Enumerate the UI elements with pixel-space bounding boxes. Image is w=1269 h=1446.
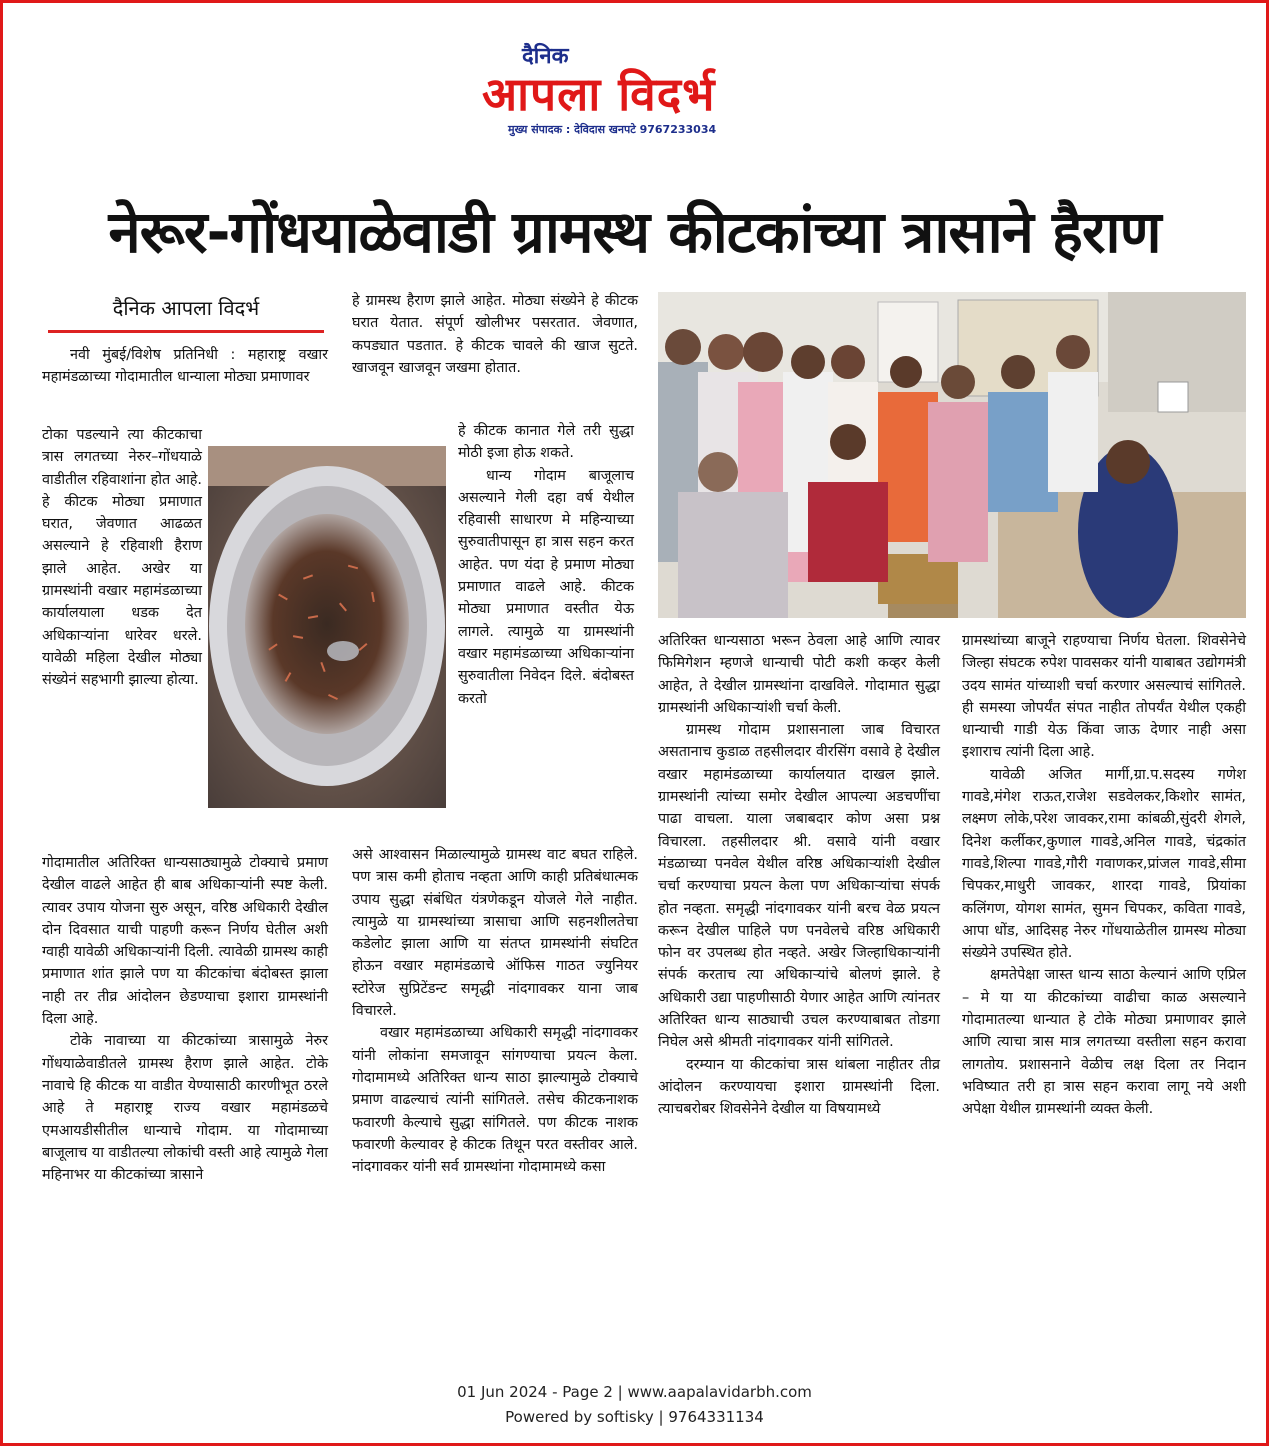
- insect-jar-photo: [208, 446, 446, 808]
- col3-p3: दरम्यान या कीटकांचा त्रास थांबला नाहीतर तीव्र आंदोलन करण्यायचा इशारा ग्रामस्थांनी दिला. त्याचबरोबर शिवसेनेने देखील या विषयामध्ये: [658, 1056, 940, 1118]
- insect-jar-icon: [208, 446, 446, 808]
- masthead-editor: मुख्य संपादक : देविदास खनपटे 9767233034: [508, 123, 717, 136]
- col1-wrap: [42, 424, 202, 692]
- col2-wrap-p1: हे कीटक कानात गेले तरी सुद्धा मोठी इजा होऊ शकते.: [458, 423, 634, 462]
- col1-bottom-p2: टोके नावाच्या या कीटकांच्या त्रासामुळे नेरुर गोंधयाळेवाडीतले ग्रामस्थ हैराण झाले आहेत. टोके नावाचे हि कीटक या वाडीत येण्यासाठी कारणीभूत ठरले आहे ते महाराष्ट्र राज्य वखार महामंडळचे एमआयडीसीतील धान्याचे गोदाम. या गोदामाच्या बाजूलाच या वाडीतल्या लोकांची वस्ती आहे त्यामुळे गेला महिनाभर या कीटकांच्या त्रासाने: [42, 1033, 328, 1184]
- col2-bottom: [352, 844, 638, 1178]
- col2-top: [352, 290, 638, 379]
- col2-top-text: हे ग्रामस्थ हैराण झाले आहेत. मोठ्या संख्येने हे कीटक घरात येतात. संपूर्ण खोलीभर पसरतात. जेवणात, कपड्यात पडतात. हे कीटक चावले की खाज सुटते. खाजवून खाजवून जखमा होतात.: [352, 293, 638, 376]
- footer-powered-by: Powered by softisky | 9764331134: [505, 1408, 764, 1426]
- col2-bottom-p2: वखार महामंडळाच्या अधिकारी समृद्धी नांदगावकर यांनी लोकांना समजावून सांगण्याचा प्रयत्न केला. गोदामामध्ये अतिरिक्त धान्य साठा झाल्यामुळे टोक्याचे प्रमाण वाढल्याचं त्यांनी सांगितले. तसेच कीटकनाशक फवारणी केल्याचे सुद्धा सांगितले. पण कीटक नाशक फवारणी केल्यावर हे कीटक तिथून परत वस्तीवर आले. नांदगावकर यांनी सर्व ग्रामस्थांना गोदामामध्ये कसा: [352, 1025, 638, 1176]
- col1-wrap-text: टोका पडल्याने त्या कीटकाचा त्रास लगतच्या नेरुर–गोंधयाळे वाडीतील रहिवाशांना होत आहे. हे कीटक मोठ्या प्रमाणात घरात, जेवणात आढळत असल्याने हे रहिवाशी हैराण झाले आहेत. अखेर या ग्रामस्थांनी वखार महामंडळाच्या कार्यालयाला धडक देत अधिकाऱ्यांना धारेवर धरले. यावेळी महिला देखील मोठ्या संख्येनं सहभागी झाल्या होत्या.: [42, 427, 202, 689]
- masthead-title: आपला विदर्भ: [482, 67, 716, 121]
- headline: नेरूर-गोंधयाळेवाडी ग्रामस्थ कीटकांच्या त्रासाने हैराण: [108, 198, 1161, 266]
- footer-date-page: 01 Jun 2024 - Page 2 | www.aapalavidarbh.com: [457, 1383, 812, 1401]
- masthead-small: दैनिक: [522, 44, 569, 69]
- col4: [962, 630, 1246, 1121]
- col4-p3: क्षमतेपेक्षा जास्त धान्य साठा केल्यानं आणि एप्रिल – मे या या कीटकांच्या वाढीचा काळ असल्याने गोदामातल्या धान्यात हे टोके मोठ्या प्रमाणावर झाले आणि त्याचा त्रास मात्र लगतच्या वस्तीला सहन करावा लागतोय. प्रशासनाने वेळीच लक्ष दिला तर निदान भविष्यात तरी हा त्रास सहन करावा लागू नये अशी अपेक्षा येथील ग्रामस्थांनी व्यक्त केली.: [962, 967, 1246, 1118]
- col1-bottom: [42, 852, 328, 1186]
- col2-wrap: [458, 420, 634, 710]
- col4-p1: ग्रामस्थांच्या बाजूने राहण्याचा निर्णय घेतला. शिवसेनेचे जिल्हा संघटक रुपेश पावसकर यांनी याबाबत उद्योगमंत्री उदय सामंत यांच्याशी चर्चा करणार असल्याचं सांगितले. ही समस्या जोपर्यंत संपत नाहीत तोपर्यंत येथील एकही धान्याची गाडी येऊ किंवा जाऊ देणार नाही असा इशाराच त्यांनी दिला आहे.: [962, 633, 1246, 761]
- col1-top-text: नवी मुंबई/विशेष प्रतिनिधी : महाराष्ट्र वखार महामंडळाच्या गोदामातील धान्याला मोठ्या प्रमाणावर: [42, 347, 328, 386]
- masthead: [470, 40, 800, 140]
- col1-bottom-p1: गोदामातील अतिरिक्त धान्यसाठ्यामुळे टोक्याचे प्रमाण देखील वाढले आहेत ही बाब अधिकाऱ्यांनी स्पष्ट केली. त्यावर उपाय योजना सुरु असून, वरिष्ठ अधिकारी देखील दोन दिवसात याची पाहणी करून निर्णय घेतील अशी ग्वाही यावेळी अधिकाऱ्यांनी दिली. त्यावेळी ग्रामस्थ काही प्रमाणात शांत झाले पण या कीटकांचा बंदोबस्त झाला नाही तर तीव्र आंदोलन छेडण्याचा इशारा ग्रामस्थांनी दिला आहे.: [42, 855, 328, 1028]
- col1-top: [42, 344, 328, 389]
- col3-p2: ग्रामस्थ गोदाम प्रशासनाला जाब विचारत असतानाच कुडाळ तहसीलदार वीरसिंग वसावे हे देखील वखार महामंडळाच्या कार्यालयात दाखल झाले. ग्रामस्थांनी त्यांच्या समोर देखील आपल्या अडचणींचा पाढा वाचला. याला जबाबदार कोण असा प्रश्न विचारला. तहसीलदार श्री. वसावे यांनी वखार मंडळाच्या पनवेल येथील वरिष्ठ अधिकाऱ्यांशी देखील चर्चा करण्याचा प्रयत्न केला पण अधिकाऱ्यांचा संपर्क होत नव्हता. समृद्धी नांदगावकर यांनी बरच वेळ प्रयत्न करून देखील पाहिले पण पनवेलचे वरिष्ठ अधिकारी फोन वर उपलब्ध होत नव्हते. अखेर जिल्हाधिकाऱ्यांनी संपर्क करताच त्या अधिकाऱ्यांचे बोलणं झाले. हे अधिकारी उद्या पाहणीसाठी येणार आहेत आणि त्यांनतर अतिरिक्त धान्य साठ्याची उचल करण्याबाबत तोडगा निघेल असे श्रीमती नांदगावकर यांनी सांगितले.: [658, 722, 940, 1051]
- byline: दैनिक आपला विदर्भ: [112, 296, 260, 320]
- meeting-photo: [658, 292, 1246, 618]
- col4-p2: यावेळी अजित मार्गी,ग्रा.प.सदस्य गणेश गावडे,मंगेश राऊत,राजेश सडवेलकर,किशोर सामंत, लक्ष्मण लोके,परेश जावकर,रामा कांबळी,सुंदरी शेगले, दिनेश कर्लीकर,कुणाल गावडे,अनिल गावडे, चंद्रकांत गावडे,शिल्पा गावडे,गौरी गवाणकर,प्रांजल गावडे,सीमा चिपकर,माधुरी जावकर, शारदा गावडे, प्रियांका कलिंगण, योगश सामंत, सुमन चिपकर, कविता गावडे, आपा धोंड, आदिसह नेरुर गोंधयाळेतील ग्रामस्थ मोठ्या संख्येने उपस्थित होते.: [962, 766, 1246, 962]
- col2-bottom-p1: असे आश्वासन मिळाल्यामुळे ग्रामस्थ वाट बघत राहिले. पण त्रास कमी होताच नव्हता आणि काही प्रतिबंधात्मक उपाय सुद्धा संबंधित यंत्रणेकडून योजले गेले नाहीत. त्यामुळे या ग्रामस्थांच्या त्रासाचा आणि सहनशीलतेचा कडेलोट झाला आणि या संतप्त ग्रामस्थांनी संघटित होऊन वखार महामंडळाचे ऑफिस गाठत ज्युनियर स्टोरेज सुप्रिटेंडन्ट समृद्धी नांदगावकर याना जाब विचारले.: [352, 847, 638, 1020]
- col3: [658, 630, 940, 1121]
- meeting-photo-icon: [658, 292, 1246, 618]
- col3-p1: अतिरिक्त धान्यसाठा भरून ठेवला आहे आणि त्यावर फिमिगेशन म्हणजे धान्याची पोटी कशी कव्हर केली आहेत, ते देखील ग्रामस्थांना दाखविले. गोदामात सुद्धा ग्रामस्थांनी अधिकाऱ्यांशी चर्चा केली.: [658, 633, 940, 716]
- byline-rule: [48, 330, 324, 333]
- col2-wrap-p2: धान्य गोदाम बाजूलाच असल्याने गेली दहा वर्ष येथील रहिवासी साधारण मे महिन्याच्या सुरुवातीपासून हा त्रास सहन करत आहेत. पण यंदा हे प्रमाण मोठ्या प्रमाणात वाढले आहे. कीटक मोठ्या प्रमाणात वस्तीत येऊ लागले. त्यामुळे या ग्रामस्थांनी वखार महामंडळाच्या अधिकाऱ्यांना सुरुवातीला निवेदन दिले. बंदोबस्त करतो: [458, 467, 634, 707]
